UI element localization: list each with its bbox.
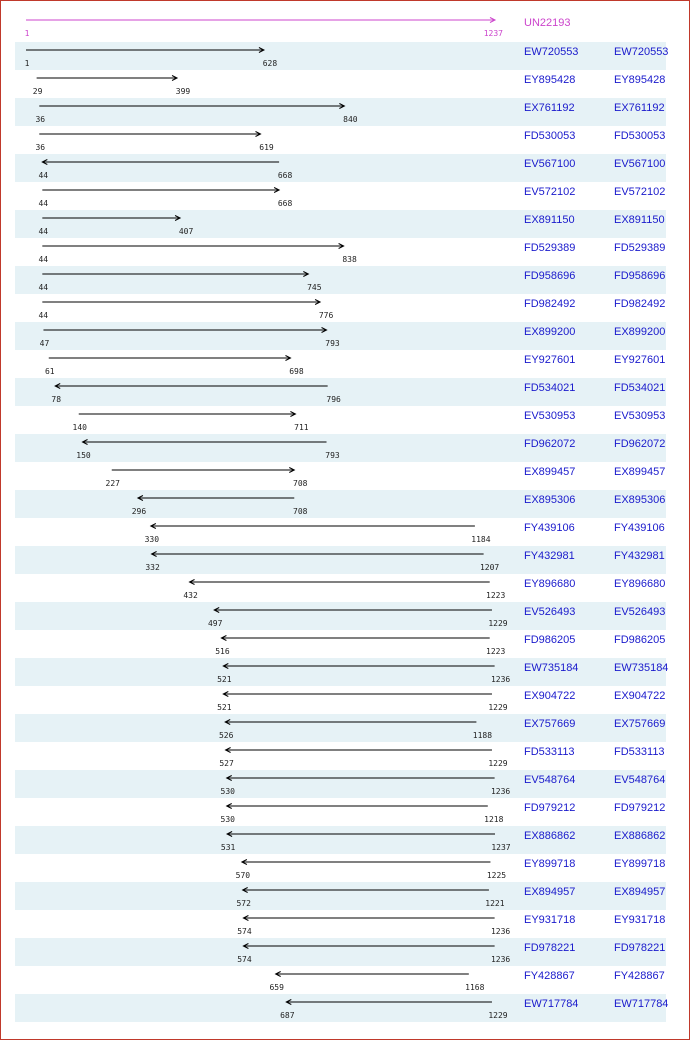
- read-accession-link-secondary[interactable]: EV530953: [614, 410, 666, 422]
- read-start-label: 521: [217, 675, 232, 684]
- read-accession-link-secondary[interactable]: EV572102: [614, 186, 666, 198]
- read-start-label: 432: [183, 591, 198, 600]
- read-accession-link-secondary[interactable]: EW735184: [614, 662, 669, 674]
- read-accession-link-secondary[interactable]: FD962072: [614, 438, 666, 450]
- read-accession-link[interactable]: FD978221: [524, 942, 576, 954]
- read-accession-link[interactable]: EX761192: [524, 102, 575, 114]
- read-end-label: 1229: [488, 759, 508, 768]
- read-end-label: 708: [293, 507, 308, 516]
- read-accession-link[interactable]: EV567100: [524, 158, 576, 170]
- read-accession-link[interactable]: EX886862: [524, 830, 576, 842]
- read-accession-link[interactable]: FD986205: [524, 634, 576, 646]
- read-end-label: 1225: [486, 871, 507, 880]
- read-end-label: 1236: [490, 675, 511, 684]
- read-end-label: 1221: [485, 899, 505, 908]
- read-accession-link-secondary[interactable]: FD986205: [614, 634, 666, 646]
- read-accession-link-secondary[interactable]: EV526493: [614, 606, 666, 618]
- read-start-label: 44: [38, 255, 49, 264]
- read-end-label: 793: [325, 339, 340, 348]
- read-start-label: 78: [51, 395, 62, 404]
- reference-id-label: UN22193: [524, 17, 571, 29]
- read-accession-link-secondary[interactable]: FD982492: [614, 298, 666, 310]
- read-accession-link-secondary[interactable]: FD533113: [614, 746, 665, 758]
- read-accession-link-secondary[interactable]: EX899457: [614, 466, 666, 478]
- read-accession-link-secondary[interactable]: EY927601: [614, 354, 666, 366]
- read-end-label: 399: [175, 87, 191, 96]
- read-start-label: 332: [145, 563, 160, 572]
- read-end-label: 1188: [472, 731, 493, 740]
- read-accession-link[interactable]: EY931718: [524, 914, 576, 926]
- read-accession-link[interactable]: FD982492: [524, 298, 576, 310]
- read-accession-link-secondary[interactable]: FD978221: [614, 942, 666, 954]
- read-accession-link-secondary[interactable]: FY428867: [614, 970, 665, 982]
- read-accession-link[interactable]: FD962072: [524, 438, 576, 450]
- read-accession-link[interactable]: FY432981: [524, 550, 575, 562]
- read-accession-link-secondary[interactable]: EV548764: [614, 774, 666, 786]
- read-accession-link-secondary[interactable]: EY931718: [614, 914, 666, 926]
- read-end-label: 1236: [490, 955, 511, 964]
- read-start-label: 227: [105, 479, 120, 488]
- read-end-label: 628: [262, 59, 278, 68]
- read-accession-link-secondary[interactable]: EX894957: [614, 886, 666, 898]
- read-start-label: 296: [131, 507, 147, 516]
- read-start-label: 29: [32, 87, 43, 96]
- read-accession-link[interactable]: EX894957: [524, 886, 576, 898]
- read-end-label: 1207: [479, 563, 500, 572]
- read-accession-link-secondary[interactable]: FD958696: [614, 270, 666, 282]
- read-end-label: 407: [178, 227, 194, 236]
- read-start-label: 330: [144, 535, 160, 544]
- read-start-label: 36: [35, 143, 46, 152]
- read-end-label: 708: [293, 479, 308, 488]
- read-accession-link-secondary[interactable]: EW717784: [614, 998, 669, 1010]
- read-accession-link[interactable]: EX899200: [524, 326, 576, 338]
- read-end-label: 698: [289, 367, 304, 376]
- read-end-label: 838: [342, 255, 357, 264]
- read-start-label: 527: [219, 759, 234, 768]
- read-start-label: 530: [220, 815, 235, 824]
- read-accession-link[interactable]: FY439106: [524, 522, 575, 534]
- read-start-label: 47: [39, 339, 50, 348]
- read-accession-link[interactable]: EY899718: [524, 858, 576, 870]
- read-accession-link-secondary[interactable]: EX757669: [614, 718, 666, 730]
- read-start-label: 659: [269, 983, 284, 992]
- read-accession-link-secondary[interactable]: EY899718: [614, 858, 666, 870]
- read-accession-link[interactable]: FD534021: [524, 382, 576, 394]
- read-end-label: 668: [277, 199, 293, 208]
- read-accession-link[interactable]: EY895428: [524, 74, 576, 86]
- read-accession-link-secondary[interactable]: FD529389: [614, 242, 666, 254]
- read-accession-link[interactable]: EV548764: [524, 774, 576, 786]
- read-start-label: 44: [38, 227, 49, 236]
- read-start-label: 574: [237, 927, 252, 936]
- read-end-label: 1168: [465, 983, 485, 992]
- read-accession-link-secondary[interactable]: FY439106: [614, 522, 665, 534]
- read-accession-link[interactable]: EX757669: [524, 718, 576, 730]
- read-accession-link-secondary[interactable]: FD534021: [614, 382, 666, 394]
- read-accession-link-secondary[interactable]: FD979212: [614, 802, 666, 814]
- read-start-label: 687: [280, 1011, 295, 1020]
- read-accession-link[interactable]: FY428867: [524, 970, 575, 982]
- read-accession-link[interactable]: EX895306: [524, 494, 576, 506]
- read-end-label: 668: [277, 171, 293, 180]
- read-end-label: 1184: [471, 535, 491, 544]
- read-end-label: 776: [318, 311, 334, 320]
- read-end-label: 745: [307, 283, 322, 292]
- read-end-label: 1237: [491, 843, 511, 852]
- reference-end-label: 1237: [483, 29, 503, 38]
- read-accession-link-secondary[interactable]: FD530053: [614, 130, 666, 142]
- read-start-label: 44: [38, 199, 49, 208]
- read-accession-link[interactable]: EV526493: [524, 606, 576, 618]
- read-start-label: 61: [44, 367, 55, 376]
- read-start-label: 521: [217, 703, 232, 712]
- read-start-label: 44: [38, 171, 49, 180]
- read-accession-link[interactable]: FD529389: [524, 242, 576, 254]
- read-accession-link[interactable]: EW717784: [524, 998, 579, 1010]
- read-start-label: 1: [24, 59, 30, 68]
- read-start-label: 526: [218, 731, 234, 740]
- read-accession-link-secondary[interactable]: EY895428: [614, 74, 666, 86]
- read-accession-link[interactable]: FD530053: [524, 130, 576, 142]
- read-accession-link-secondary[interactable]: FY432981: [614, 550, 665, 562]
- read-accession-link-secondary[interactable]: EX891150: [614, 214, 665, 226]
- read-start-label: 44: [38, 283, 49, 292]
- read-end-label: 1229: [488, 1011, 508, 1020]
- read-accession-link-secondary[interactable]: EY896680: [614, 578, 666, 590]
- read-end-label: 1223: [486, 591, 506, 600]
- read-end-label: 1236: [490, 927, 511, 936]
- read-start-label: 36: [35, 115, 46, 124]
- read-end-label: 1229: [488, 703, 508, 712]
- read-end-label: 711: [294, 423, 309, 432]
- read-start-label: 150: [76, 451, 91, 460]
- read-start-label: 140: [72, 423, 87, 432]
- read-start-label: 572: [236, 899, 251, 908]
- read-accession-link[interactable]: EX891150: [524, 214, 575, 226]
- read-end-label: 793: [325, 451, 340, 460]
- reference-start-label: 1: [24, 29, 30, 38]
- read-accession-link[interactable]: FD979212: [524, 802, 576, 814]
- read-accession-link[interactable]: EW735184: [524, 662, 579, 674]
- read-accession-link[interactable]: FD533113: [524, 746, 575, 758]
- read-accession-link[interactable]: EX904722: [524, 690, 576, 702]
- read-accession-link[interactable]: EX899457: [524, 466, 576, 478]
- read-start-label: 516: [215, 647, 230, 656]
- read-start-label: 570: [235, 871, 251, 880]
- read-end-label: 796: [326, 395, 341, 404]
- read-accession-link[interactable]: FD958696: [524, 270, 576, 282]
- read-end-label: 1218: [484, 815, 504, 824]
- read-accession-link-secondary[interactable]: EX904722: [614, 690, 666, 702]
- read-end-label: 1229: [488, 619, 508, 628]
- read-start-label: 531: [220, 843, 236, 852]
- read-end-label: 1223: [486, 647, 506, 656]
- read-end-label: 619: [259, 143, 274, 152]
- read-accession-link[interactable]: EV530953: [524, 410, 576, 422]
- read-start-label: 44: [38, 311, 49, 320]
- read-start-label: 530: [220, 787, 235, 796]
- read-accession-link[interactable]: EY927601: [524, 354, 576, 366]
- read-accession-link[interactable]: EW720553: [524, 46, 579, 58]
- read-accession-link[interactable]: EY896680: [524, 578, 576, 590]
- read-accession-link-secondary[interactable]: EX899200: [614, 326, 666, 338]
- read-accession-link-secondary[interactable]: EX895306: [614, 494, 666, 506]
- read-accession-link-secondary[interactable]: EV567100: [614, 158, 666, 170]
- read-end-label: 1236: [490, 787, 511, 796]
- read-end-label: 840: [343, 115, 358, 124]
- read-accession-link-secondary[interactable]: EW720553: [614, 46, 669, 58]
- read-start-label: 574: [237, 955, 252, 964]
- read-start-label: 497: [207, 619, 223, 628]
- read-accession-link[interactable]: EV572102: [524, 186, 576, 198]
- read-accession-link-secondary[interactable]: EX886862: [614, 830, 666, 842]
- read-accession-link-secondary[interactable]: EX761192: [614, 102, 665, 114]
